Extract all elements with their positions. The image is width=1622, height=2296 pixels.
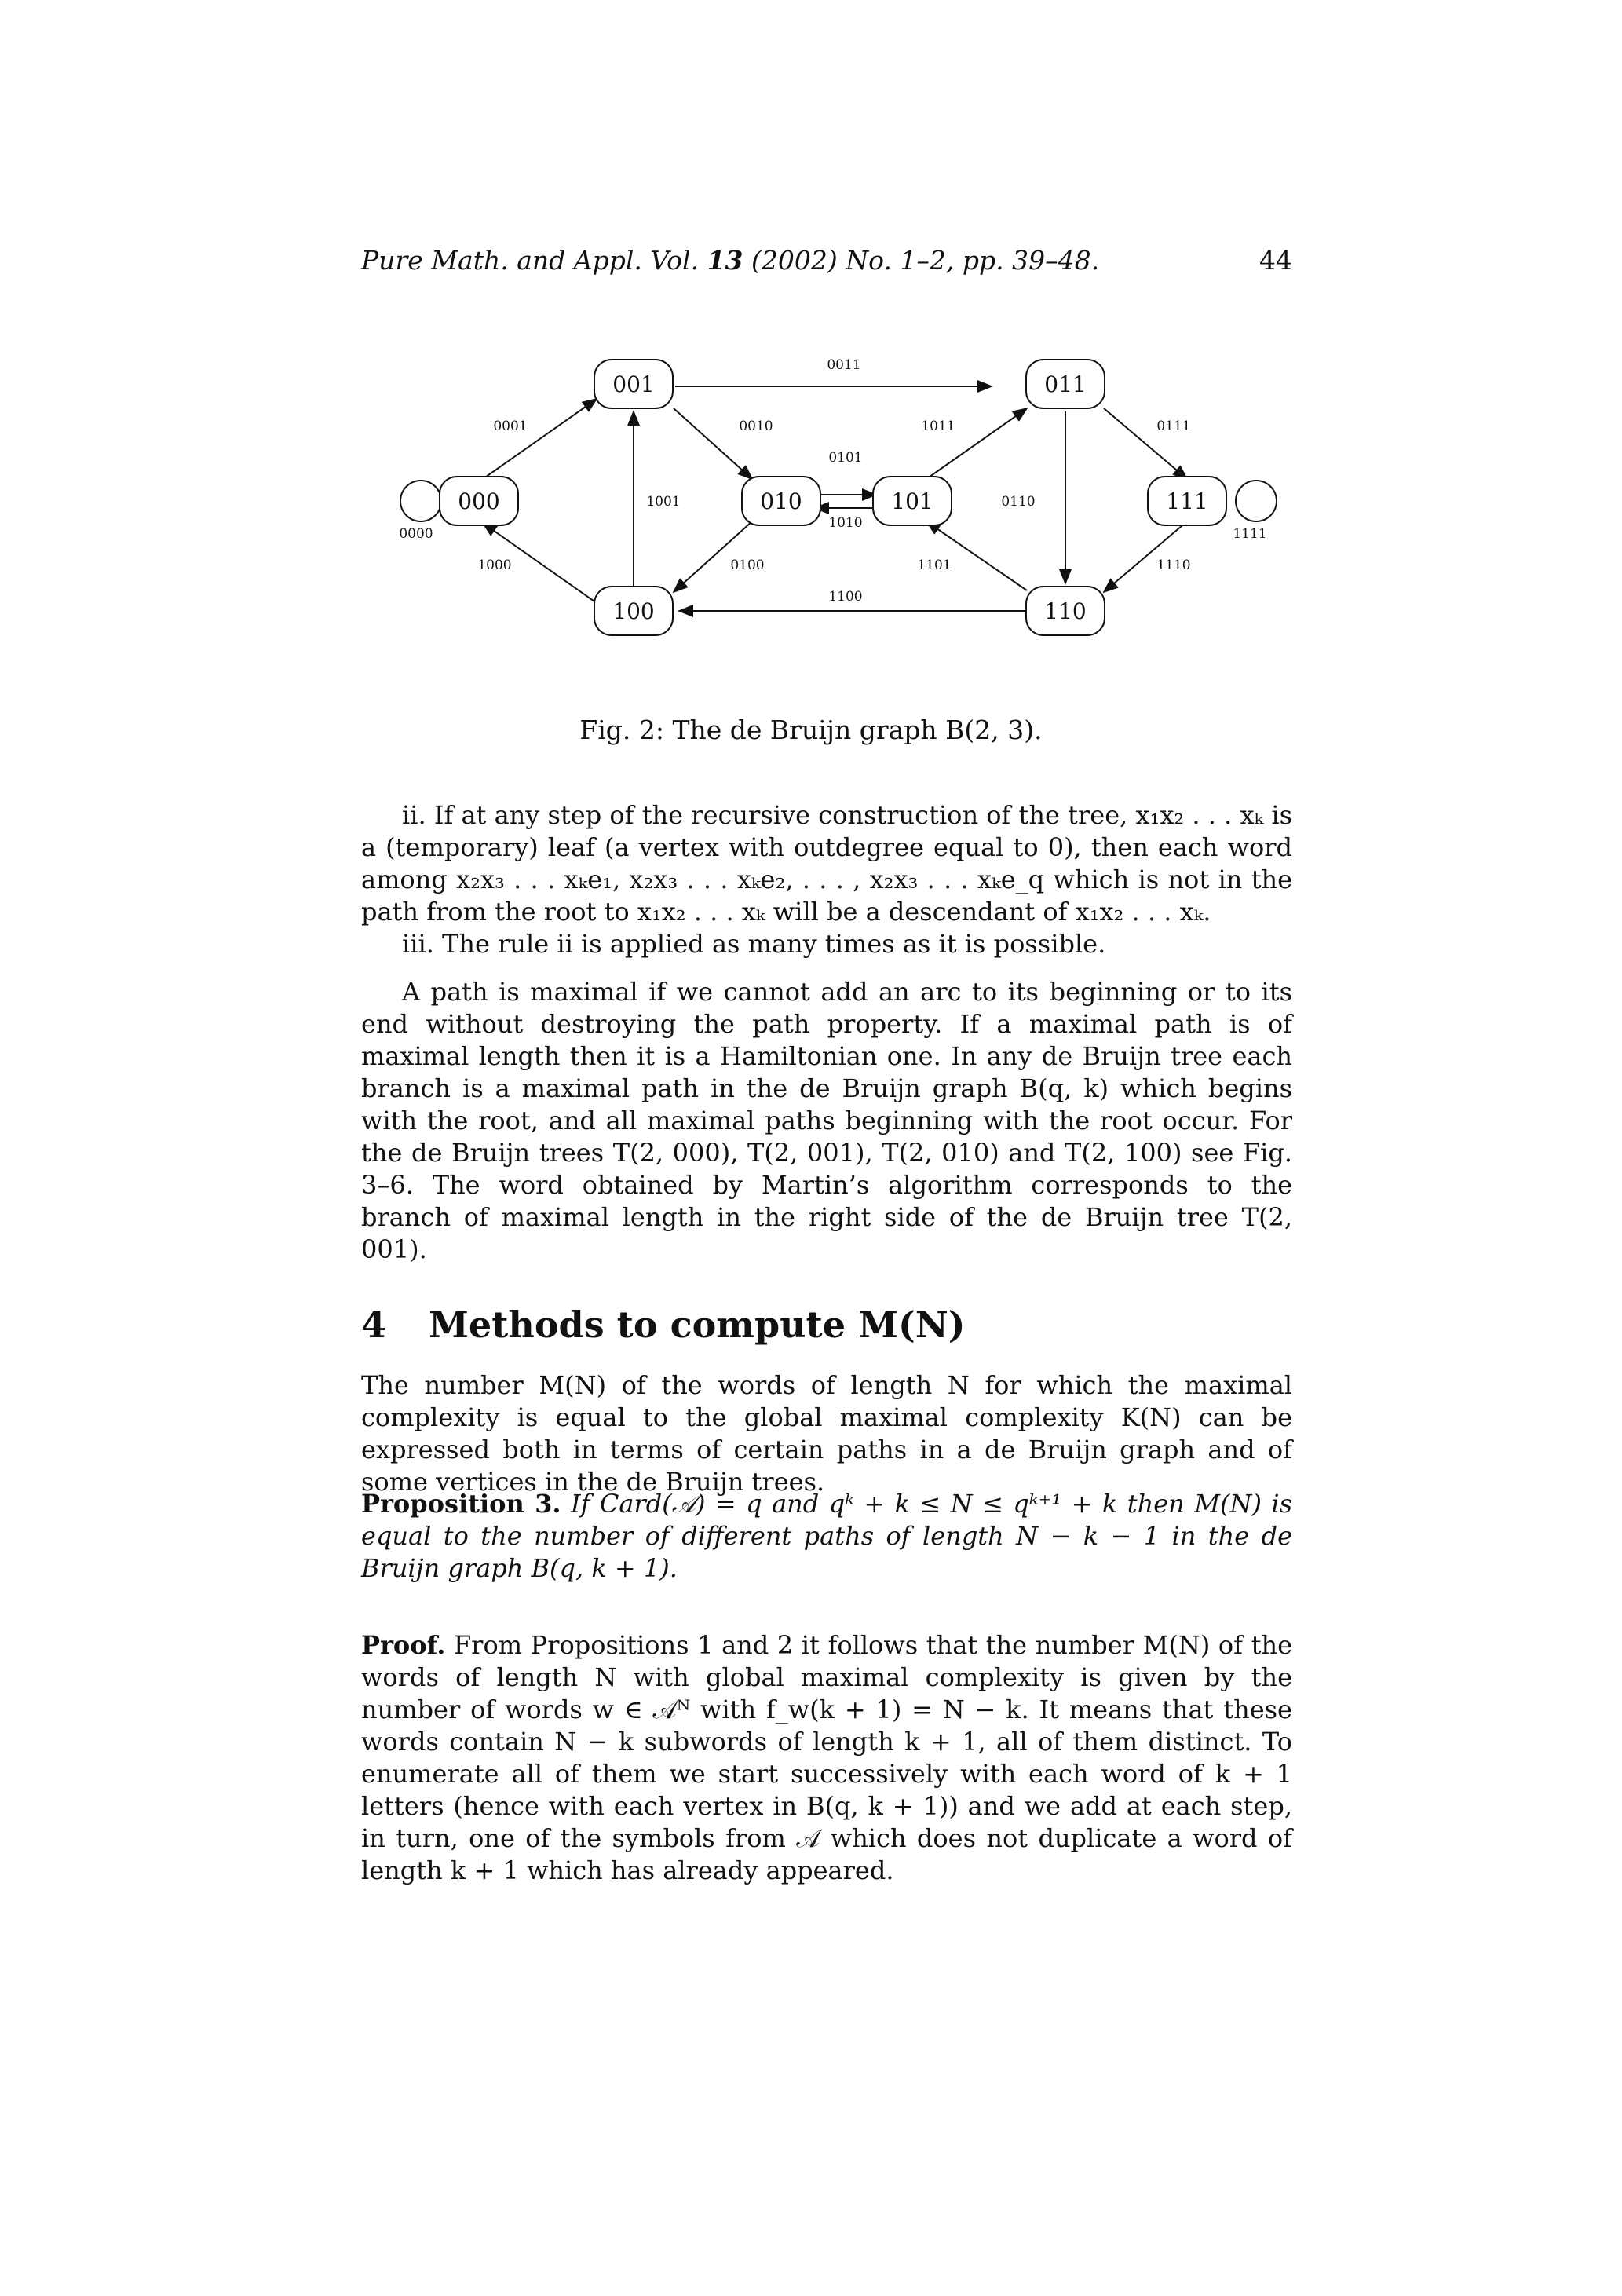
proposition-label: Proposition 3. xyxy=(361,1489,561,1519)
rule-list xyxy=(361,799,1292,960)
rule-item-iii: iii. The rule ii is applied as many times as it is possible. xyxy=(402,929,1106,959)
edge-1101 xyxy=(926,521,1027,590)
edge-label-1001: 1001 xyxy=(646,494,681,510)
edge-1110 xyxy=(1104,521,1187,592)
edge-label-0011: 0011 xyxy=(827,357,861,373)
de-bruijn-graph-figure xyxy=(393,345,1288,652)
maximal-path-paragraph xyxy=(361,976,1292,1266)
edge-label-0110: 0110 xyxy=(1001,494,1036,510)
edge-label-1110: 1110 xyxy=(1156,558,1191,573)
journal-volume: 13 xyxy=(707,245,743,276)
section-heading xyxy=(361,1303,966,1346)
journal-issue: (2002) No. 1–2, pp. 39–48. xyxy=(751,245,1100,276)
section-number: 4 xyxy=(361,1303,387,1346)
node-label-010: 010 xyxy=(760,488,802,514)
paragraph-text: A path is maximal if we cannot add an arc to its beginning or to its end without destroying the path property. If a maximal path is of maximal length then it is a Hamiltonian one. In any de Bruijn tree each branch is a maximal path in the de Bruijn graph B(q, k) which begins with the root, and all maximal paths beginning with the root occur. For the de Bruijn trees T(2, 000), T(2, 001), T(2, 010) and T(2, 100) see Fig. 3–6. The word obtained by Martin’s algorithm corresponds to the branch of maximal length in the right side of the de Bruijn tree T(2, 001). xyxy=(361,977,1292,1264)
edge-label-0001: 0001 xyxy=(493,419,528,434)
edge-label-1101: 1101 xyxy=(917,558,952,573)
section-intro-paragraph xyxy=(361,1369,1292,1498)
edge-0000 xyxy=(400,481,441,521)
node-label-011: 011 xyxy=(1044,371,1087,397)
node-label-100: 100 xyxy=(612,598,655,624)
section-title: Methods to compute M(N) xyxy=(429,1303,966,1346)
node-label-101: 101 xyxy=(891,488,933,514)
edge-0001 xyxy=(483,399,597,479)
proof-label: Proof. xyxy=(361,1630,446,1660)
edge-label-0100: 0100 xyxy=(730,558,765,573)
proof-text: From Propositions 1 and 2 it follows that the number M(N) of the words of length N with global maximal complexity is given by the number of words w ∈ 𝒜ᴺ with f_w(k + 1) = N − k. It means that these words contain N − k subwords of length k + 1, all of them distinct. To enumerate all of them we start successively with each word of k + 1 letters (hence with each vertex in B(q, k + 1)) and we add at each step, in turn, one of the symbols from 𝒜 which does not duplicate a word of length k + 1 which has already appeared. xyxy=(361,1630,1293,1885)
edge-label-1000: 1000 xyxy=(477,558,512,573)
node-label-110: 110 xyxy=(1044,598,1087,624)
edge-label-1111: 1111 xyxy=(1233,526,1267,542)
edge-label-1010: 1010 xyxy=(828,515,863,531)
node-label-000: 000 xyxy=(458,488,500,514)
edge-label-0111: 0111 xyxy=(1156,419,1191,434)
edge-1111 xyxy=(1236,481,1277,521)
edge-0100 xyxy=(674,521,752,592)
proof xyxy=(361,1629,1292,1887)
edge-label-0101: 0101 xyxy=(828,450,863,466)
edge-label-0000: 0000 xyxy=(399,526,433,542)
journal-name: Pure Math. and Appl. Vol. xyxy=(361,245,700,276)
running-header xyxy=(361,245,1099,276)
node-label-111: 111 xyxy=(1166,488,1208,514)
proposition-text: If Card(𝒜) = q and qᵏ + k ≤ N ≤ qᵏ⁺¹ + k then M(N) is equal to the number of different paths of length N − k − 1 in the de Bruijn graph B(q, k + 1). xyxy=(361,1489,1293,1583)
proposition-3 xyxy=(361,1488,1292,1585)
figure-caption: Fig. 2: The de Bruijn graph B(2, 3). xyxy=(579,715,1043,745)
rule-item-ii: ii. If at any step of the recursive construction of the tree, x₁x₂ . . . xₖ is a (temporary) leaf (a vertex with outdegree equal to 0), then each word among x₂x₃ . . . xₖe₁, x₂x₃ . . . xₖe₂, . . . , x₂x₃ . . . xₖe_q which is not in the path from the root to x₁x₂ . . . xₖ will be a descendant of x₁x₂ . . . xₖ. xyxy=(361,800,1292,927)
paragraph-text: The number M(N) of the words of length N for which the maximal complexity is equal to the global maximal complexity K(N) can be expressed both in terms of certain paths in a de Bruijn graph and of some vertices in the de Bruijn trees. xyxy=(361,1370,1292,1497)
node-label-001: 001 xyxy=(612,371,655,397)
edge-label-1011: 1011 xyxy=(921,419,955,434)
edge-label-0010: 0010 xyxy=(739,419,773,434)
page-number: 44 xyxy=(1259,245,1292,276)
edge-label-1100: 1100 xyxy=(828,589,863,605)
